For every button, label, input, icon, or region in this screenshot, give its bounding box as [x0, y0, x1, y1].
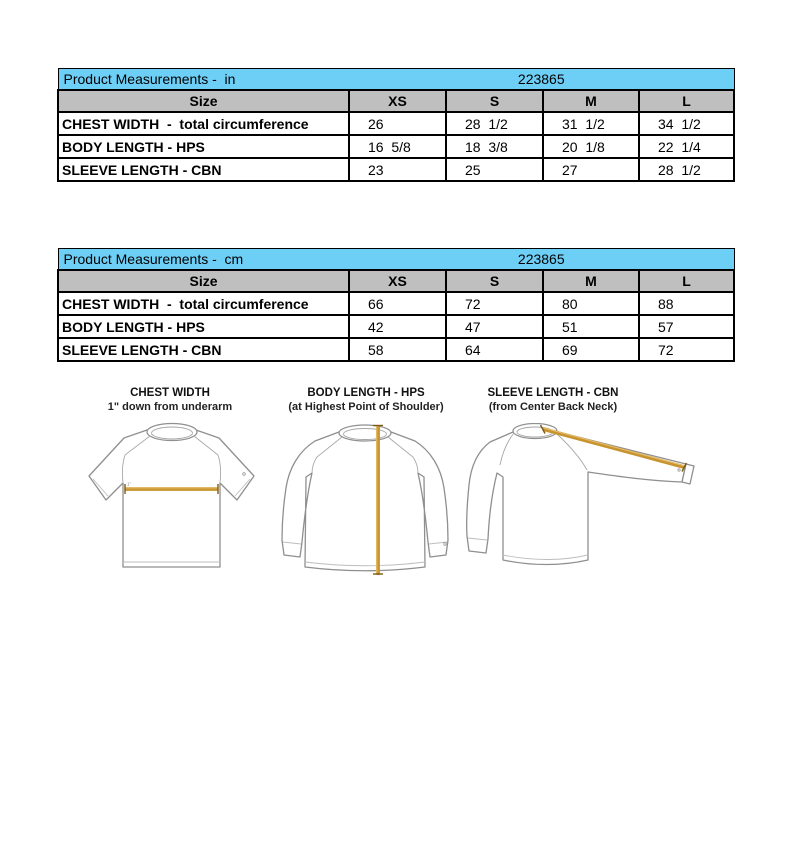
- table-row: [58, 315, 734, 338]
- measurement-value: 88: [639, 292, 734, 315]
- diagram-heading-sleeve-length: [453, 386, 653, 414]
- measurement-value: 58: [349, 338, 446, 361]
- diagram-heading-body-length: [266, 386, 466, 414]
- size-header-cell: Size: [58, 270, 349, 292]
- table-row: [58, 158, 734, 181]
- measurement-row-label: CHEST WIDTH - total circumference: [58, 292, 349, 315]
- size-column-xs: XS: [349, 270, 446, 292]
- measurement-value: 66: [349, 292, 446, 315]
- tshirt-outline: [467, 431, 686, 565]
- measurement-value: 22 1/4: [639, 135, 734, 158]
- diagram-title: SLEEVE LENGTH - CBN: [487, 387, 619, 399]
- measurement-row-label: SLEEVE LENGTH - CBN: [58, 338, 349, 361]
- measurement-value: 25: [446, 158, 543, 181]
- measurement-value: 26: [349, 112, 446, 135]
- measurement-value: 42: [349, 315, 446, 338]
- measurement-value: 31 1/2: [543, 112, 639, 135]
- table-row: [58, 112, 734, 135]
- one-inch-note: 1": [127, 481, 132, 487]
- measurement-value: 64: [446, 338, 543, 361]
- diagram-subtitle: (at Highest Point of Shoulder): [288, 401, 444, 413]
- size-header-row: [58, 90, 734, 112]
- diagram-subtitle: (from Center Back Neck): [488, 401, 618, 413]
- size-column-xs: XS: [349, 90, 446, 112]
- measurement-row-label: SLEEVE LENGTH - CBN: [58, 158, 349, 181]
- measurement-value: 80: [543, 292, 639, 315]
- tshirt-diagram-sleeve-length: [462, 423, 702, 573]
- size-header-cell: Size: [58, 90, 349, 112]
- tshirt-diagram-chest-width: [86, 422, 256, 572]
- table-title: Product Measurements - cm: [58, 249, 349, 271]
- measurement-value: 20 1/8: [543, 135, 639, 158]
- measurement-value: 27: [543, 158, 639, 181]
- size-column-l: L: [639, 270, 734, 292]
- size-header-row: [58, 270, 734, 292]
- size-column-s: S: [446, 270, 543, 292]
- tshirt-diagram-body-length: [279, 423, 459, 578]
- measurement-row-label: BODY LENGTH - HPS: [58, 135, 349, 158]
- collar: [147, 424, 197, 441]
- tshirt-outline: [89, 430, 254, 567]
- measurement-value: 72: [639, 338, 734, 361]
- table-title-row: [58, 249, 734, 271]
- collar: [339, 425, 391, 441]
- table-title: Product Measurements - in: [58, 69, 349, 91]
- measurement-value: 72: [446, 292, 543, 315]
- size-column-l: L: [639, 90, 734, 112]
- size-column-m: M: [543, 270, 639, 292]
- table-row: [58, 135, 734, 158]
- measurements-table-cm: [57, 248, 735, 362]
- measurement-value: 69: [543, 338, 639, 361]
- size-column-s: S: [446, 90, 543, 112]
- table-row: [58, 292, 734, 315]
- measurement-value: 23: [349, 158, 446, 181]
- diagram-heading-chest-width: [70, 386, 270, 414]
- measurement-row-label: CHEST WIDTH - total circumference: [58, 112, 349, 135]
- measurement-value: 57: [639, 315, 734, 338]
- measurement-value: 34 1/2: [639, 112, 734, 135]
- product-style-code: 223865: [349, 69, 734, 91]
- measurement-value: 16 5/8: [349, 135, 446, 158]
- size-column-m: M: [543, 90, 639, 112]
- table-row: [58, 338, 734, 361]
- measurement-value: 47: [446, 315, 543, 338]
- table-title-row: [58, 69, 734, 91]
- measurements-table-in: [57, 68, 735, 182]
- tshirt-outline: [282, 432, 448, 571]
- measurement-row-label: BODY LENGTH - HPS: [58, 315, 349, 338]
- diagram-title: CHEST WIDTH: [130, 387, 210, 399]
- measurement-value: 28 1/2: [446, 112, 543, 135]
- measurement-value: 28 1/2: [639, 158, 734, 181]
- diagram-subtitle: 1" down from underarm: [107, 401, 233, 413]
- product-style-code: 223865: [349, 249, 734, 271]
- measurement-value: 51: [543, 315, 639, 338]
- measurement-value: 18 3/8: [446, 135, 543, 158]
- diagram-title: BODY LENGTH - HPS: [307, 387, 425, 399]
